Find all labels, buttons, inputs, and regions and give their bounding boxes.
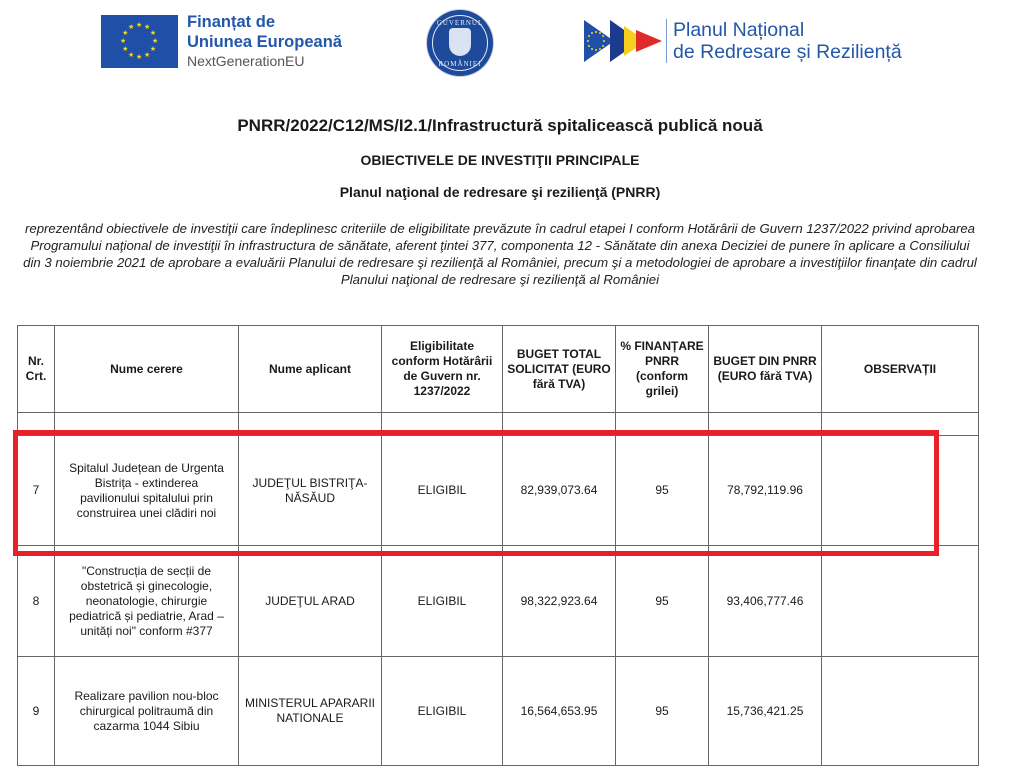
seal-top-text: GUVERNUL xyxy=(436,19,484,27)
eu-logo-line2: Uniunea Europeană xyxy=(187,33,342,51)
investment-table xyxy=(17,325,979,766)
cell-observatii xyxy=(822,436,979,546)
intro-paragraph: reprezentând obiectivele de investiţii care îndeplinesc criteriile de eligibilitate prevăzute în cadrul etapei I conform Hotărârii de Guvern 1237/2022 privind aprobarea Programului naţional de investiţii în infrastructura de sănătate, aferent ţintei 377, componenta 12 - Sănătate din anexa Deciziei de punere în aplicare a Consiliului din 3 noiembrie 2021 de aprobare a evaluării Planului de redresare şi rezilienţă al României, precum şi a metodologiei de aprobare a investiţiilor finanţate din cadrul Planului naţional de redresare şi rezilienţă al României xyxy=(23,221,977,287)
header-nume-cerere: Nume cerere xyxy=(55,326,239,413)
table-row xyxy=(18,436,979,546)
cell-nr: 7 xyxy=(18,436,55,546)
cell-buget-total: 16,564,653.95 xyxy=(503,657,616,766)
cell-nume-aplicant: JUDEŢUL BISTRIŢA-NĂSĂUD xyxy=(239,436,382,546)
cell-eligibilitate: ELIGIBIL xyxy=(382,436,503,546)
header-buget-pnrr: BUGET DIN PNRR (EURO fără TVA) xyxy=(709,326,822,413)
cell-observatii xyxy=(822,657,979,766)
seal-bottom-text: ROMÂNIEI xyxy=(438,60,482,68)
header-buget-total: BUGET TOTAL SOLICITAT (EURO fără TVA) xyxy=(503,326,616,413)
eu-star-icon: ★ xyxy=(149,30,157,37)
header-observatii: OBSERVAȚII xyxy=(822,326,979,413)
cell-buget-total: 98,322,923.64 xyxy=(503,546,616,657)
plan-name: Planul naţional de redresare şi rezilienţă (PNRR) xyxy=(339,184,661,200)
header-procent-finantare: % FINANȚARE PNRR (conform grilei) xyxy=(616,326,709,413)
cell-buget-pnrr: 15,736,421.25 xyxy=(709,657,822,766)
cell-nume-cerere: "Construcția de secții de obstetrică și ginecologie, neonatologie, chirurgie pediatrică și pediatrie, Arad – unități noi" conform #377 xyxy=(55,546,239,657)
cell-eligibilitate: ELIGIBIL xyxy=(382,546,503,657)
eu-star-icon: ★ xyxy=(152,38,159,45)
table-spacer-row xyxy=(18,413,979,436)
cell-nume-cerere: Spitalul Județean de Urgenta Bistrița - extinderea pavilionului spitalului prin construirea unei clădiri noi xyxy=(55,436,239,546)
cell-buget-pnrr: 93,406,777.46 xyxy=(709,546,822,657)
eu-logo-line3: NextGenerationEU xyxy=(187,53,305,69)
eu-star-icon: ★ xyxy=(128,24,135,32)
cell-nr: 9 xyxy=(18,657,55,766)
eu-star-icon: ★ xyxy=(136,54,143,61)
table-row xyxy=(18,657,979,766)
document-subtitle: OBIECTIVELE DE INVESTIŢII PRINCIPALE xyxy=(360,152,640,168)
cell-nr: 8 xyxy=(18,546,55,657)
cell-buget-pnrr: 78,792,119.96 xyxy=(709,436,822,546)
eu-star-icon: ★ xyxy=(144,51,151,59)
pnrr-logo xyxy=(584,18,902,64)
eu-star-icon: ★ xyxy=(128,51,135,59)
cell-nume-aplicant: MINISTERUL APARARII NATIONALE xyxy=(239,657,382,766)
header-nr-crt: Nr. Crt. xyxy=(18,326,55,413)
eu-logo-line1: Finanțat de xyxy=(187,13,276,31)
cell-nume-cerere: Realizare pavilion nou-bloc chirurgical politraumă din cazarma 1044 Sibiu xyxy=(55,657,239,766)
table-row xyxy=(18,546,979,657)
cell-procent: 95 xyxy=(616,546,709,657)
cell-procent: 95 xyxy=(616,436,709,546)
header-eligibilitate: Eligibilitate conform Hotărârii de Guvern nr. 1237/2022 xyxy=(382,326,503,413)
cell-nume-aplicant: JUDEŢUL ARAD xyxy=(239,546,382,657)
eu-star-icon: ★ xyxy=(122,30,129,37)
pnrr-logo-line2: de Redresare și Reziliență xyxy=(673,41,902,63)
table-header-row xyxy=(18,326,979,413)
cell-observatii xyxy=(822,546,979,657)
eu-star-icon: ★ xyxy=(144,24,151,32)
header-nume-aplicant: Nume aplicant xyxy=(239,326,382,413)
pnrr-arrows-icon xyxy=(584,18,662,64)
coat-of-arms-icon xyxy=(449,28,471,56)
eu-funding-logo xyxy=(101,15,342,71)
eu-star-icon: ★ xyxy=(149,46,157,53)
eu-flag-icon xyxy=(101,15,178,68)
eu-star-icon: ★ xyxy=(122,46,129,53)
romanian-government-seal-icon xyxy=(427,10,493,76)
pnrr-logo-line1: Planul Național xyxy=(673,19,805,41)
document-title: PNRR/2022/C12/MS/I2.1/Infrastructură spitalicească publică nouă xyxy=(237,116,763,135)
eu-star-icon: ★ xyxy=(120,38,127,45)
cell-eligibilitate: ELIGIBIL xyxy=(382,657,503,766)
cell-buget-total: 82,939,073.64 xyxy=(503,436,616,546)
cell-procent: 95 xyxy=(616,657,709,766)
eu-star-icon: ★ xyxy=(136,22,143,29)
